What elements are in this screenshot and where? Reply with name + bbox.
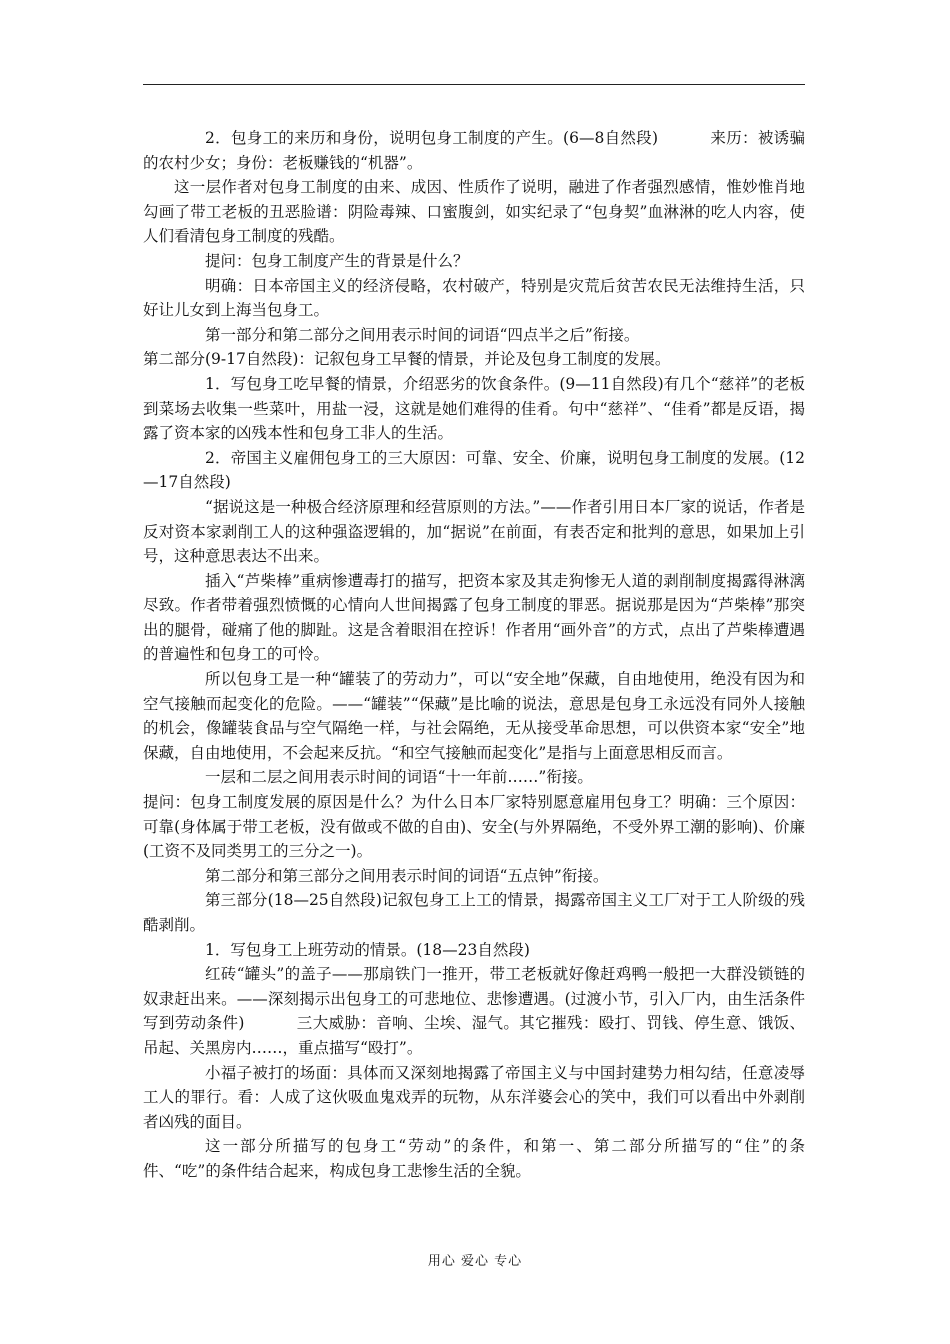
paragraph: 2．帝国主义雇佣包身工的三大原因：可靠、安全、价廉，说明包身工制度的发展。(12—17自然段) (143, 448, 805, 492)
paragraph: 这一层作者对包身工制度的由来、成因、性质作了说明，融进了作者强烈感情，惟妙惟肖地勾画了带工老板的丑恶脸谱：阴险毒辣、口蜜腹剑，如实纪录了“包身契”血淋淋的吃人内容，使人们看清包身工制度的残酷。 (143, 178, 805, 246)
paragraph: 2．包身工的来历和身份，说明包身工制度的产生。(6—8自然段) 来历：被诱骗的农村少女；身份：老板赚钱的“机器”。 (143, 129, 805, 172)
paragraph: 红砖“罐头”的盖子——那扇铁门一推开，带工老板就好像赶鸡鸭一般把一大群没锁链的奴隶赶出来。——深刻揭示出包身工的可悲地位、悲惨遭遇。(过渡小节，引入厂内，由生活条件写到劳动条件) 三大威胁：音响、尘埃、湿气。其它摧残：殴打、罚钱、停生意、饿饭、吊起、关黑房内……，重点描写“殴打”。 (143, 965, 805, 1057)
header-rule (143, 84, 805, 85)
question-paragraph: 提问：包身工制度发展的原因是什么？为什么日本厂家特别愿意雇用包身工？明确：三个原因：可靠(身体属于带工老板，没有做或不做的自由)、安全(与外界隔绝，不受外界工潮的影响)、价廉(工资不及同类男工的三分之一)。 (143, 793, 805, 861)
paragraph: 1．写包身工上班劳动的情景。(18—23自然段) (205, 940, 530, 959)
answer-paragraph: 明确：日本帝国主义的经济侵略，农村破产，特别是灾荒后贫苦农民无法维持生活，只好让儿女到上海当包身工。 (143, 276, 805, 320)
paragraph: 第二部分和第三部分之间用表示时间的词语“五点钟”衔接。 (205, 866, 609, 885)
paragraph: 一层和二层之间用表示时间的词语“十一年前……”衔接。 (205, 768, 593, 787)
section-heading: 第二部分(9-17自然段)：记叙包身工早餐的情景，并论及包身工制度的发展。 (143, 350, 671, 369)
paragraph: 插入“芦柴棒”重病惨遭毒打的描写，把资本家及其走狗惨无人道的剥削制度揭露得淋漓尽致。作者带着强烈愤慨的心情向人世间揭露了包身工制度的罪恶。据说那是因为“芦柴棒”那突出的腿骨，碰痛了他的脚趾。这是含着眼泪在控诉！作者用“画外音”的方式，点出了芦柴棒遭遇的普遍性和包身工的可怜。 (143, 571, 805, 664)
paragraph: 小福子被打的场面：具体而又深刻地揭露了帝国主义与中国封建势力相勾结，任意凌辱工人的罪行。看：人成了这伙吸血鬼戏弄的玩物，从东洋婆会心的笑中，我们可以看出中外剥削者凶残的面目。 (143, 1063, 805, 1131)
paragraph: “据说这是一种极合经济原理和经营原则的方法。”——作者引用日本厂家的说话，作者是反对资本家剥削工人的这种强盗逻辑的，加“据说”在前面，有表否定和批判的意思，如果加上引号，这种意思表达不出来。 (143, 497, 805, 566)
paragraph: 所以包身工是一种“罐装了的劳动力”，可以“安全地”保藏，自由地使用，绝没有因为和空气接触而起变化的危险。——“罐装”“保藏”是比喻的说法，意思是包身工永远没有同外人接触的机会，像罐装食品与空气隔绝一样，与社会隔绝，无从接受革命思想，可以供资本家“安全”地保藏，自由地使用，不会起来反抗。“和空气接触而起变化”是指与上面意思相反而言。 (143, 670, 805, 762)
section-heading: 第三部分(18—25自然段)记叙包身工上工的情景，揭露帝国主义工厂对于工人阶级的残酷剥削。 (143, 891, 805, 934)
paragraph: 1．写包身工吃早餐的情景，介绍恶劣的饮食条件。(9—11自然段)有几个“慈祥”的老板到菜场去收集一些菜叶，用盐一浸，这就是她们难得的佳肴。句中“慈祥”、“佳肴”都是反语，揭露了资本家的凶残本性和包身工非人的生活。 (143, 374, 805, 443)
paragraph: 这一部分所描写的包身工“劳动”的条件，和第一、第二部分所描写的“住”的条件、“吃”的条件结合起来，构成包身工悲惨生活的全貌。 (143, 1137, 805, 1180)
document-body (143, 126, 805, 1184)
question-paragraph: 提问：包身工制度产生的背景是什么？ (205, 251, 469, 270)
paragraph: 第一部分和第二部分之间用表示时间的词语“四点半之后”衔接。 (205, 325, 640, 344)
page-footer: 用心 爱心 专心 (427, 1254, 523, 1269)
